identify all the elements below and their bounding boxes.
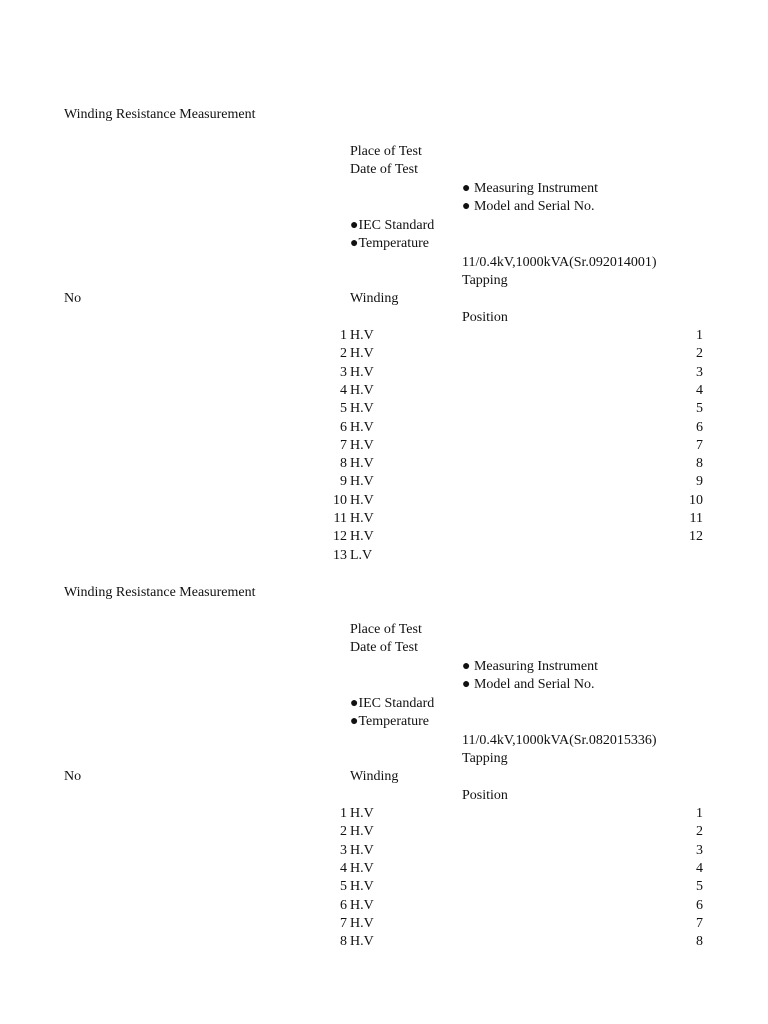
row-tap-position: 4 <box>696 861 703 876</box>
row-winding: H.V <box>350 383 374 398</box>
date-of-test-label: Date of Test <box>350 640 418 655</box>
row-tap-position: 8 <box>696 456 703 471</box>
row-winding: H.V <box>350 843 374 858</box>
row-number: 11 <box>333 511 347 526</box>
position-header: Position <box>462 310 508 325</box>
row-winding: H.V <box>350 474 374 489</box>
row-winding: H.V <box>350 328 374 343</box>
row-tap-position: 3 <box>696 365 703 380</box>
row-winding: H.V <box>350 346 374 361</box>
row-winding: H.V <box>350 861 374 876</box>
row-winding: H.V <box>350 916 374 931</box>
row-winding: H.V <box>350 898 374 913</box>
row-number: 6 <box>340 420 347 435</box>
row-tap-position: 6 <box>696 420 703 435</box>
row-tap-position: 5 <box>696 401 703 416</box>
no-header: No <box>64 769 82 784</box>
row-number: 3 <box>340 843 347 858</box>
temperature-label: ●Temperature <box>350 236 429 251</box>
place-of-test-label: Place of Test <box>350 144 422 159</box>
row-number: 1 <box>340 806 347 821</box>
row-winding: H.V <box>350 934 374 949</box>
model-serial-label: ● Model and Serial No. <box>462 677 595 692</box>
section-title: Winding Resistance Measurement <box>64 107 256 122</box>
measuring-instrument-label: ● Measuring Instrument <box>462 659 598 674</box>
row-number: 4 <box>340 861 347 876</box>
row-number: 5 <box>340 879 347 894</box>
row-tap-position: 8 <box>696 934 703 949</box>
row-winding: L.V <box>350 548 373 563</box>
row-tap-position: 2 <box>696 824 703 839</box>
row-tap-position: 6 <box>696 898 703 913</box>
model-serial-label: ● Model and Serial No. <box>462 199 595 214</box>
temperature-label: ●Temperature <box>350 714 429 729</box>
row-number: 7 <box>340 916 347 931</box>
winding-header: Winding <box>350 769 399 784</box>
row-winding: H.V <box>350 824 374 839</box>
row-tap-position: 3 <box>696 843 703 858</box>
row-number: 4 <box>340 383 347 398</box>
row-winding: H.V <box>350 493 374 508</box>
row-tap-position: 1 <box>696 328 703 343</box>
row-number: 6 <box>340 898 347 913</box>
no-header: No <box>64 291 82 306</box>
section-title: Winding Resistance Measurement <box>64 585 256 600</box>
transformer-rating: 11/0.4kV,1000kVA(Sr.092014001) <box>462 255 657 270</box>
row-number: 2 <box>340 346 347 361</box>
tapping-header: Tapping <box>462 751 508 766</box>
row-number: 12 <box>333 529 347 544</box>
row-tap-position: 7 <box>696 438 703 453</box>
transformer-rating: 11/0.4kV,1000kVA(Sr.082015336) <box>462 733 657 748</box>
row-number: 5 <box>340 401 347 416</box>
row-tap-position: 10 <box>689 493 703 508</box>
row-winding: H.V <box>350 806 374 821</box>
row-winding: H.V <box>350 365 374 380</box>
row-number: 3 <box>340 365 347 380</box>
row-winding: H.V <box>350 420 374 435</box>
row-number: 13 <box>333 548 347 563</box>
row-winding: H.V <box>350 529 374 544</box>
row-winding: H.V <box>350 401 374 416</box>
row-winding: H.V <box>350 456 374 471</box>
row-number: 7 <box>340 438 347 453</box>
row-number: 1 <box>340 328 347 343</box>
iec-standard-label: ●IEC Standard <box>350 218 435 233</box>
row-winding: H.V <box>350 511 374 526</box>
row-tap-position: 11 <box>689 511 703 526</box>
position-header: Position <box>462 788 508 803</box>
row-number: 8 <box>340 934 347 949</box>
tapping-header: Tapping <box>462 273 508 288</box>
iec-standard-label: ●IEC Standard <box>350 696 435 711</box>
row-winding: H.V <box>350 879 374 894</box>
row-tap-position: 4 <box>696 383 703 398</box>
row-tap-position: 5 <box>696 879 703 894</box>
row-number: 9 <box>340 474 347 489</box>
winding-header: Winding <box>350 291 399 306</box>
row-tap-position: 1 <box>696 806 703 821</box>
row-tap-position: 2 <box>696 346 703 361</box>
row-tap-position: 7 <box>696 916 703 931</box>
row-number: 10 <box>333 493 347 508</box>
row-number: 8 <box>340 456 347 471</box>
place-of-test-label: Place of Test <box>350 622 422 637</box>
row-number: 2 <box>340 824 347 839</box>
measuring-instrument-label: ● Measuring Instrument <box>462 181 598 196</box>
row-tap-position: 9 <box>696 474 703 489</box>
row-tap-position: 12 <box>689 529 703 544</box>
row-winding: H.V <box>350 438 374 453</box>
date-of-test-label: Date of Test <box>350 162 418 177</box>
